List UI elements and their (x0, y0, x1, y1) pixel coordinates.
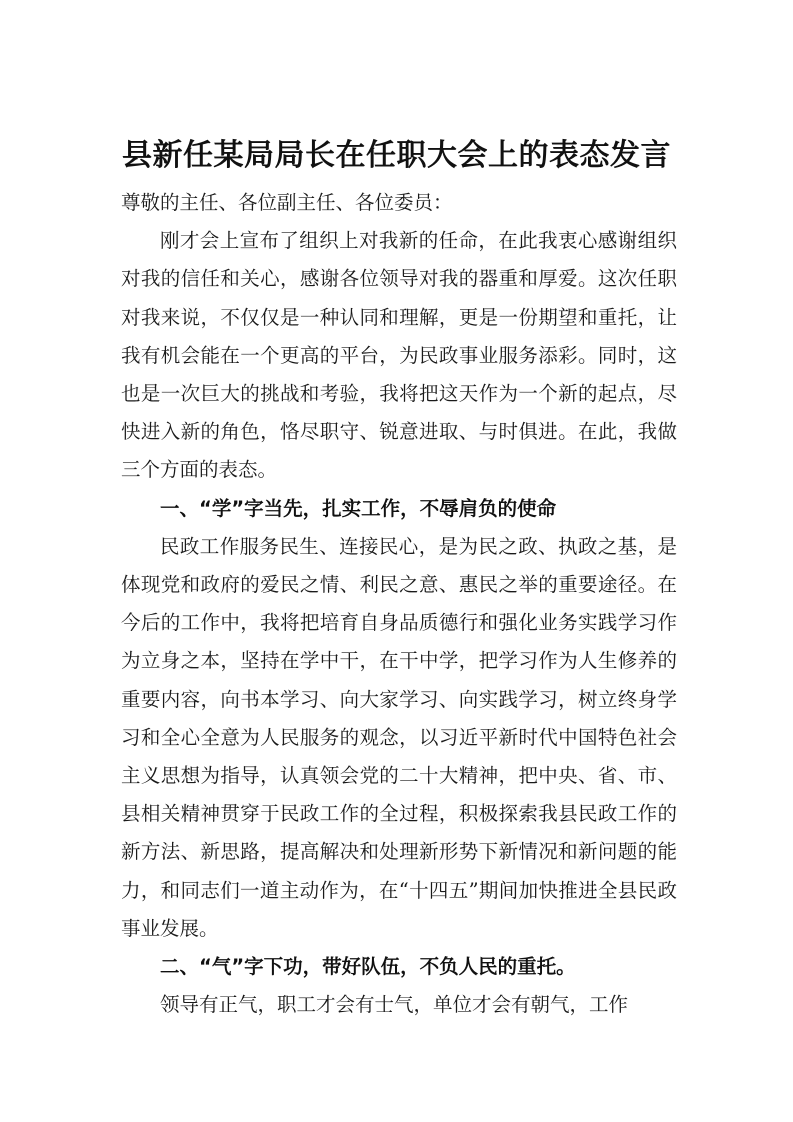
body-paragraph: 民政工作服务民生、连接民心，是为民之政、执政之基，是体现党和政府的爱民之情、利民之意、惠民之举的重要途径。在今后的工作中，我将把培育自身品质德行和强化业务实践学习作为立身之本，坚持在学中干，在干中学，把学习作为人生修养的重要内容，向书本学习、向大家学习、向实践学习，树立终身学习和全心全意为人民服务的观念，以习近平新时代中国特色社会主义思想为指导，认真领会党的二十大精神，把中央、省、市、县相关精神贯穿于民政工作的全过程，积极探索我县民政工作的新方法、新思路，提高解决和处理新形势下新情况和新问题的能力，和同志们一道主动作为，在“十四五”期间加快推进全县民政事业发展。 (121, 534, 677, 940)
document-body (121, 184, 677, 1024)
section-heading: 二、“气”字下功，带好队伍，不负人民的重托。 (160, 955, 576, 979)
body-paragraph: 领导有正气，职工才会有士气，单位才会有朝气，工作 (160, 993, 629, 1017)
salutation: 尊敬的主任、各位副主任、各位委员： (121, 191, 453, 214)
body-paragraph: 刚才会上宣布了组织上对我新的任命，在此我衷心感谢组织对我的信任和关心，感谢各位领导对我的器重和厚爱。这次任职对我来说，不仅仅是一种认同和理解，更是一份期望和重托，让我有机会能在一个更高的平台，为民政事业服务添彩。同时，这也是一次巨大的挑战和考验，我将把这天作为一个新的起点，尽快进入新的角色，恪尽职守、锐意进取、与时俱进。在此，我做三个方面的表态。 (121, 229, 677, 482)
section-heading: 一、“学”字当先，扎实工作，不辱肩负的使命 (160, 496, 557, 520)
document-title: 县新任某局局长在任职大会上的表态发言 (122, 138, 671, 173)
